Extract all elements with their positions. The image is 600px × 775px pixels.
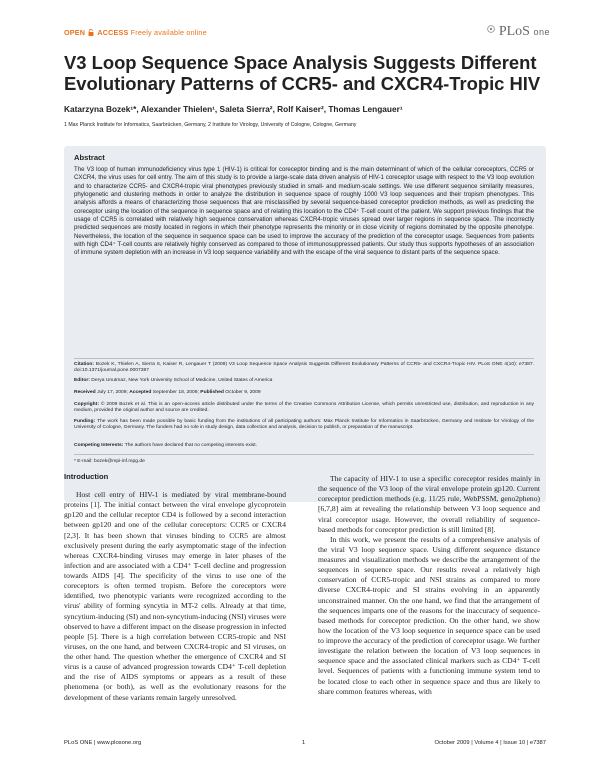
article-title: V3 Loop Sequence Space Analysis Suggests Different Evolutionary Patterns of CCR5- and CXCR4-Tropic HIV (64, 52, 541, 94)
editor-line (74, 378, 534, 384)
received-label: Received (74, 390, 96, 395)
plos-one-logo (487, 24, 550, 40)
received-date: July 17, 2009; (97, 390, 128, 395)
copyright-line (74, 402, 534, 415)
abstract-heading: Abstract (74, 153, 105, 162)
copyright-text: © 2009 Bozek et al. This is an open-access article distributed under the terms of the Creative Commons Attribution License, which permits unrestricted use, distribution, and reproduction in any medium, provided the original author and source are credited. (74, 402, 535, 414)
logo-star-icon (487, 25, 495, 33)
published-date: October 9, 2009 (225, 390, 261, 395)
introduction-heading: Introduction (64, 472, 109, 481)
funding-label: Funding: (74, 419, 96, 424)
email-line[interactable] (74, 459, 534, 465)
competing-interests-label: Competing Interests: (74, 443, 124, 448)
citation-text: Bozek K, Thielen A, Sierra S, Kaiser R, Lengauer T (2009) V3 Loop Sequence Space Analysis Suggests Different Evolutionary Patterns of CCR5- and CXCR4-Tropic HIV. PLoS ONE 4(10): e7387. doi:10.1371/journal.pone.0007387 (74, 362, 534, 374)
logo-one-text: one (533, 27, 550, 37)
funding-text: The work has been made possible by basic funding from the institutions of all participating authors: Max Planck Institute for Informatics in Saarbrücken, Germany and Institute for Virology of the University of Cologne, Germany. The funders had no role in study design, data collection and analysis, decision to publish, or preparation of the manuscript. (74, 419, 534, 431)
abstract-text: The V3 loop of human immunodeficiency virus type 1 (HIV-1) is critical for coreceptor binding and is the main determinant of which of the cellular coreceptors, CCR5 or CXCR4, the virus uses for cell entry. The aim of this study is to provide a large-scale data driven analysis of HIV-1 coreceptor usage with respect to the V3 loop evolution and to characterize CCR5- and CXCR4-tropic viral phenotypes previously studied in small- and medium-scale settings. We use different sequence similarity measures, phylogenetic and clustering methods in order to analyze the distribution in sequence space of roughly 1000 V3 loop sequences and their tropism phenotypes. This analysis affords a means of characterizing those sequences that are misclassified by several sequence-based coreceptor prediction methods, as well as predicting the coreceptor using the location of the sequence in sequence space and of relating this location to the CD4⁺ T-cell count of the patient. We support previous findings that the usage of CCR5 is correlated with relatively high sequence conservation whereas CXCR4-tropic viruses spread over larger regions in sequence space. The incorrectly predicted sequences are mostly located in regions in which their phenotype represents the minority or in close vicinity of regions dominated by the opposite phenotype. Nevertheless, the location of the sequence in sequence space can be used to improve the accuracy of the prediction of the coreceptor usage. Sequences from patients with high CD4⁺ T-cell counts are relatively highly conserved as compared to those of immunosuppressed patients. Our study thus supports hypotheses of an association of immune system depletion with an increase in V3 loop sequence variability and with the escape of the viral sequence to distant parts of the sequence space. (74, 166, 534, 257)
email-divider (74, 454, 534, 455)
open-access-label (64, 28, 207, 37)
open-access-lock-icon (88, 29, 94, 36)
citation-label: Citation: (74, 362, 95, 367)
citation-line (74, 362, 534, 375)
published-label: Published (200, 390, 224, 395)
intro-paragraph-2: The capacity of HIV-1 to use a specific coreceptor resides mainly in the sequence of the V3 loop of the viral envelope protein gp120. Current coreceptor prediction methods (e.g. 11/25 rule, WebPSSM, geno2pheno) [6,7,8] aim at revealing the relationship between V3 loop sequence and viral coreceptor usage. However, the overall reliability of sequence-based methods for coreceptor prediction is still limited [8]. (318, 474, 540, 534)
journal-header (64, 26, 550, 42)
competing-interests-line (74, 443, 534, 449)
editor-label: Editor: (74, 378, 90, 383)
dates-line (74, 390, 534, 396)
corresponding-email[interactable]: * E-mail: bozek@mpi-inf.mpg.de (74, 459, 145, 464)
intro-paragraph-3: In this work, we present the results of a comprehensive analysis of the viral V3 loop sequence space. Using different sequence distance measures and visualization methods we describe the arrangement of the sequences in sequence space. Our results reveal a relatively high conservation of CCR5-tropic and NSI strains as compared to more diverse CXCR4-tropic and SI strains evolving in an apparently unconstrained manner. On the one hand, we find that the arrangement of the sequences imparts one of the reasons for the inaccuracy of sequence-based methods for coreceptor prediction. On the other hand, we show how the location of the V3 loop sequence in sequence space can be used to improve the accuracy of the prediction of coreceptor usage. We further investigate the relation between the location of V3 loop sequences in sequence space and the associated clinical markers such as CD4⁺ T-cell level. Sequences of patients with a functioning immune system tend to be located close to each other in sequence space and thus are likely to share common features whereas, with (318, 534, 540, 696)
copyright-label: Copyright: (74, 402, 99, 407)
page-footer (64, 740, 546, 750)
funding-line (74, 419, 534, 432)
footer-journal[interactable]: PLoS ONE | www.plosone.org (64, 740, 142, 746)
freely-available-label: Freely available online (130, 28, 207, 37)
access-label: ACCESS (97, 28, 129, 37)
page-number: 1 (302, 740, 306, 746)
intro-paragraph-1: Host cell entry of HIV-1 is mediated by viral membrane-bound proteins [1]. The initial contact between the viral envelope glycoprotein gp120 and the cellular receptor CD4 is followed by a second interaction between gp120 and one of the cellular coreceptors: CCR5 or CXCR4 [2,3]. It has been shown that viruses binding to CCR5 are almost exclusively present during the early asymptomatic stage of the infection whereas CXCR4-binding viruses may emerge in later phases of the infection and are associated with a CD4⁺ T-cell decline and progression towards AIDS [4]. The specificity of the virus to use one of the coreceptors is often termed tropism. Before the coreceptors were identified, two phenotypic variants were recognized according to the virus' ability of forming syncytia in MT-2 cells. Already at that time, syncytium-inducing (SI) and non-syncytium-inducing (NSI) viruses were observed to have a different impact on the disease progression in infected people [5]. There is a high correlation between CCR5-tropic and NSI viruses, on the one hand, and between CXCR4-tropic and SI viruses, on the other hand. The question whether the emergence of CXCR4 and SI virus is a cause of advanced progression towards CD4⁺ T-cell depletion and the rise of AIDS symptoms or appears as a result of these phenomena (or both), as well as the evolutionary reasons for the development of these variants remain largely unresolved. (64, 490, 286, 702)
footer-issue: October 2009 | Volume 4 | Issue 10 | e7387 (434, 740, 546, 746)
accepted-label: Accepted (129, 390, 152, 395)
author-list: Katarzyna Bozek¹*, Alexander Thielen¹, Saleta Sierra², Rolf Kaiser², Thomas Lengauer¹ (64, 104, 403, 114)
abstract-divider (74, 358, 534, 359)
abstract-box (64, 146, 546, 502)
affiliations: 1 Max Planck Institute for Informatics, Saarbrücken, Germany, 2 Institute for Virology, University of Cologne, Cologne, Germany (64, 122, 357, 128)
right-column (318, 474, 540, 697)
logo-plos-text: PLoS (498, 24, 530, 39)
open-label: OPEN (64, 28, 86, 37)
accepted-date: September 18, 2009; (152, 390, 199, 395)
left-column (64, 490, 286, 703)
competing-interests-text: The authors have declared that no competing interests exist. (124, 443, 257, 448)
editor-text: Derya Unutmaz, New York University School of Medicine, United States of America (91, 378, 273, 383)
